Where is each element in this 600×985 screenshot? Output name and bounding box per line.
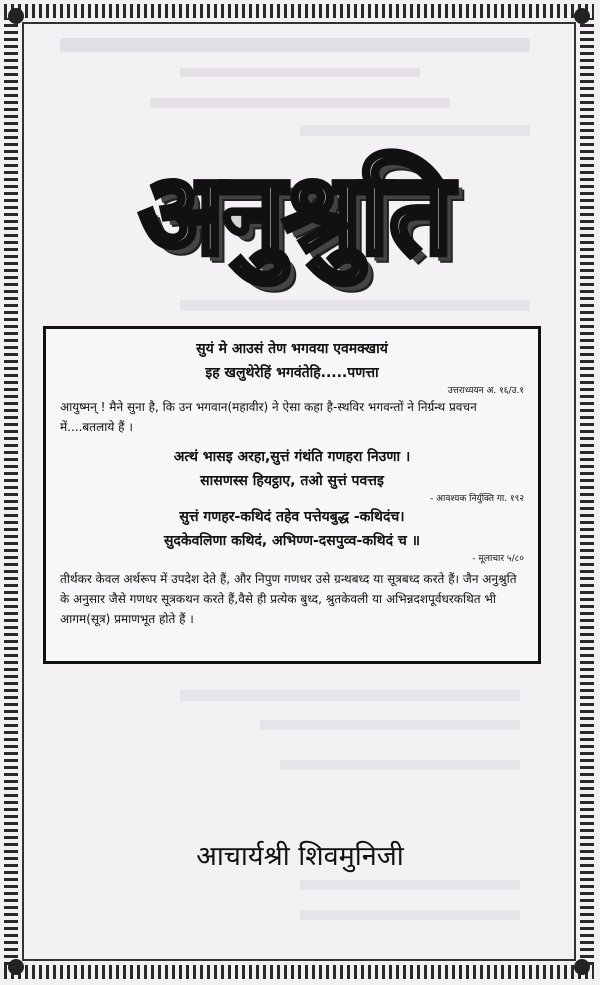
show-through <box>260 720 520 730</box>
corner-ornament <box>574 959 590 975</box>
show-through <box>60 38 530 52</box>
show-through <box>180 690 520 701</box>
show-through <box>300 125 530 136</box>
show-through <box>300 910 520 920</box>
verse1-translation: आयुष्मन् ! मैने सुना है, कि उन भगवान(महावीर) ने ऐसा कहा है-स्थविर भगवन्तों ने निर्ग्रन्थ प्रवचन में....बतलाये हैं । <box>60 400 477 434</box>
verse1-reference: उत्तराध्ययन अ. १६/उ.१ <box>447 386 524 396</box>
verse3-line1: सुत्तं गणहर-कथिदं तहेव पत्तेयबुद्ध -कथिदंच। <box>179 509 405 525</box>
verse2-line2: सासणस्स हियट्ठाए, तओ सुत्तं पवत्तइ <box>200 473 384 489</box>
verse3-line2: सुदकेवलिणा कथिदं, अभिण्ण-दसपुव्व-कथिदं च ॥ <box>163 533 421 549</box>
corner-ornament <box>8 8 24 24</box>
closing-translation: तीर्थकर केवल अर्थरूप में उपदेश देते हैं, और निपुण गणधर उसे ग्रन्थबध्द या सूत्रबध्द करते हैं। जैन अनुश्रुति के अनुसार जैसे गणधर सूत्रकथन करते हैं,वैसे ही प्रत्येक बुध्द, श्रुतकेवली या अभिन्नदशपूर्वधरकथित भी आगम(सूत्र) प्रमाणभूत होते हैं । <box>60 572 517 626</box>
corner-ornament <box>8 959 24 975</box>
show-through <box>180 300 530 311</box>
verse2-line1: अत्थं भासइ अरहा,सुत्तं गंथंति गणहरा निउणा । <box>173 449 411 465</box>
verse2-reference: - आवश्यक निर्युक्ति गा. १९२ <box>430 494 524 504</box>
show-through <box>280 760 520 770</box>
author-name: आचार्यश्री शिवमुनिजी <box>196 841 404 872</box>
quote-box <box>43 326 541 664</box>
show-through <box>300 880 520 890</box>
show-through <box>180 68 420 77</box>
show-through <box>150 98 450 108</box>
cover-title-block <box>55 140 535 290</box>
verse3-reference: - मूलाचार ५/८० <box>472 554 524 564</box>
verse1-line2: इह खलुथेरेहिं भगवंतेहि.....पणत्ता <box>205 365 379 381</box>
verse1-line1: सुयं मे आउसं तेण भगवया एवमक्खायं <box>196 341 388 357</box>
corner-ornament <box>574 8 590 24</box>
cover-title: अनुश्रुति <box>139 150 451 280</box>
